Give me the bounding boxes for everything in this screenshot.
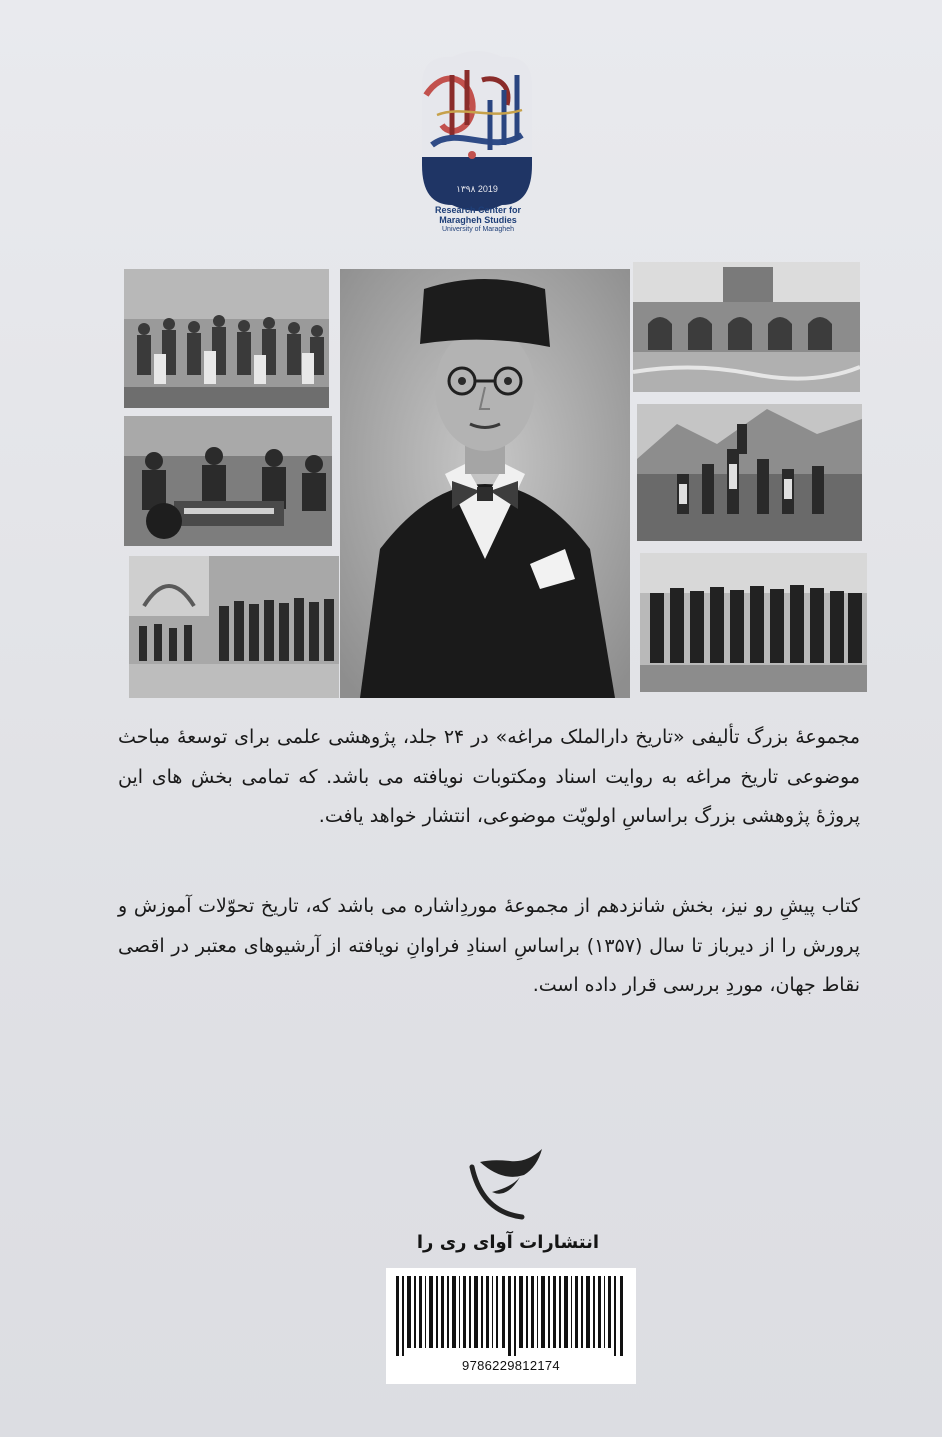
logo-year: ۱۳۹۸ 2019 xyxy=(456,184,498,194)
description-paragraph-1: مجموعهٔ بزرگ تألیفی «تاریخ دارالملک مراغه» در ۲۴ جلد، پژوهشی علمی برای توسعهٔ مباحث موضوعی تاریخ مراغه به روایت اسناد ومکتوبات نویافته می باشد. که تمامی بخش های این پروژهٔ پژوهشی بزرگ براساسِ اولویّت موضوعی، انتشار خواهد یافت. xyxy=(118,726,860,827)
logo-line-1: Research Center for xyxy=(434,205,522,215)
isbn-barcode xyxy=(386,1268,636,1384)
logo-line-2: Maragheh Studies xyxy=(439,215,517,225)
description-paragraph-2: کتاب پیشِ رو نیز، بخش شانزدهم از مجموعهٔ موردِاشاره می باشد که، تاریخ تحوّلات آموزش و پرورش را از دیرباز تا سال (۱۳۵۷) براساسِ اسنادِ فراوانِ نویافته از آرشیوهای معتبر در اقصی نقاط جهان، موردِ بررسی قرار داده است. xyxy=(118,895,861,996)
publisher-name: انتشارات آوای ری را xyxy=(416,1232,600,1253)
isbn-number: 9786229812174 xyxy=(462,1358,560,1373)
barcode-bars xyxy=(396,1276,626,1356)
school-group-photo xyxy=(640,553,867,692)
parade-photo xyxy=(129,556,339,698)
logo-line-3: University of Maragheh xyxy=(442,226,514,233)
publisher-bird-logo xyxy=(462,1137,550,1225)
gymnastics-photo xyxy=(637,404,862,541)
portrait-photo xyxy=(340,269,630,698)
building-photo xyxy=(633,262,860,392)
logo-caption xyxy=(398,205,558,235)
group-children-photo xyxy=(124,269,329,408)
workshop-photo xyxy=(124,416,332,546)
